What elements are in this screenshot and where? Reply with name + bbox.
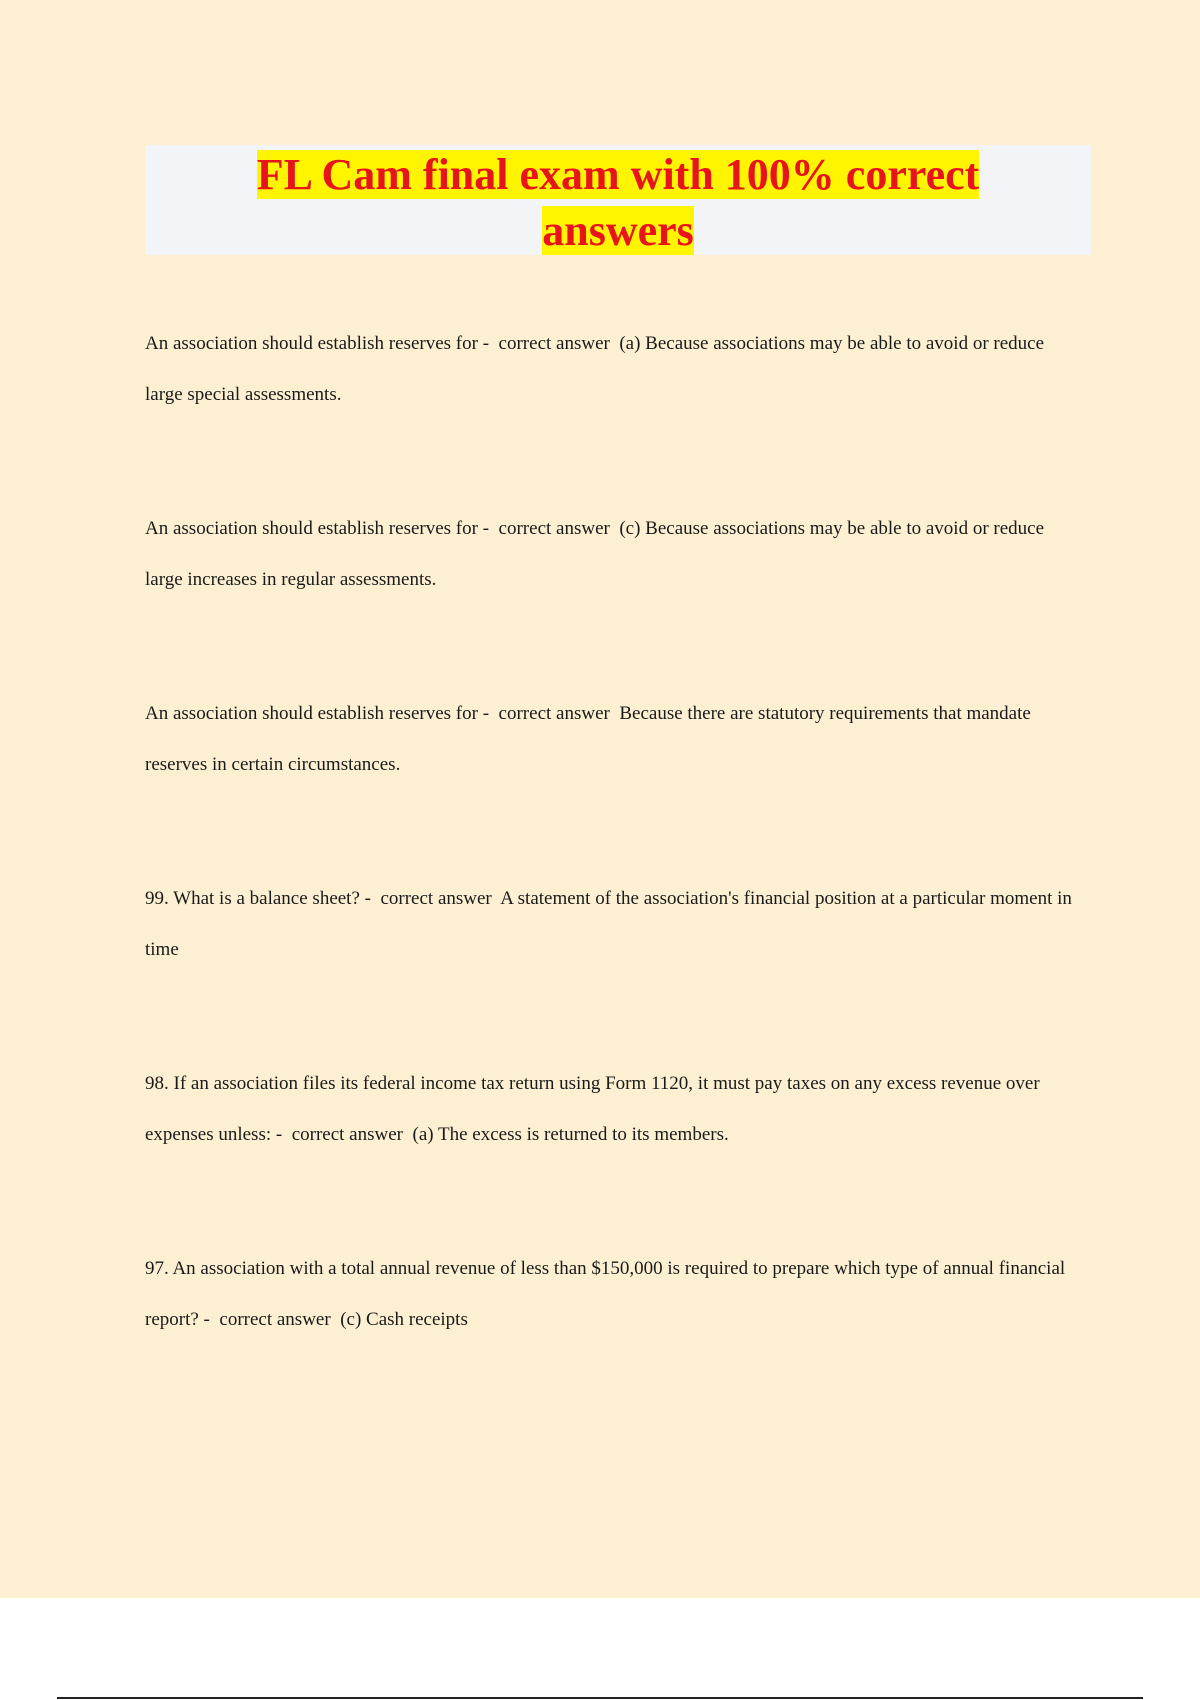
title-banner	[145, 145, 1091, 255]
answer-marker: correct answer	[380, 888, 492, 909]
document-title: FL Cam final exam with 100% correct answers	[256, 150, 980, 255]
answer-marker: correct answer	[498, 518, 610, 539]
answer-text: (c) Because associations may be able to avoid or reduce large increases in regular assessments.	[145, 518, 1045, 590]
answer-marker: correct answer	[219, 1309, 331, 1330]
qa-item	[145, 503, 1080, 605]
answer-text: A statement of the association's financial position at a particular moment in time	[145, 888, 1072, 960]
question-text: 97. An association with a total annual revenue of less than $150,000 is required to prepare which type of annual financial report? -	[145, 1258, 1066, 1330]
answer-marker: correct answer	[291, 1124, 403, 1145]
footer-rule	[57, 1697, 1143, 1699]
qa-item	[145, 873, 1080, 975]
answer-marker: correct answer	[498, 333, 610, 354]
question-text: An association should establish reserves for -	[145, 518, 490, 539]
answer-text: (a) Because associations may be able to avoid or reduce large special assessments.	[145, 333, 1045, 405]
qa-item	[145, 688, 1080, 790]
answer-text: (a) The excess is returned to its members.	[412, 1124, 729, 1145]
question-text: 98. If an association files its federal income tax return using Form 1120, it must pay taxes on any excess revenue over expenses unless: -	[145, 1073, 1040, 1145]
question-text: An association should establish reserves for -	[145, 703, 490, 724]
answer-text: Because there are statutory requirements that mandate reserves in certain circumstances.	[145, 703, 1031, 775]
answer-text: (c) Cash receipts	[340, 1309, 468, 1330]
qa-list	[145, 318, 1080, 1428]
question-text: An association should establish reserves for -	[145, 333, 490, 354]
question-text: 99. What is a balance sheet? -	[145, 888, 371, 909]
qa-item	[145, 318, 1080, 420]
qa-item	[145, 1243, 1080, 1345]
answer-marker: correct answer	[498, 703, 610, 724]
qa-item	[145, 1058, 1080, 1160]
